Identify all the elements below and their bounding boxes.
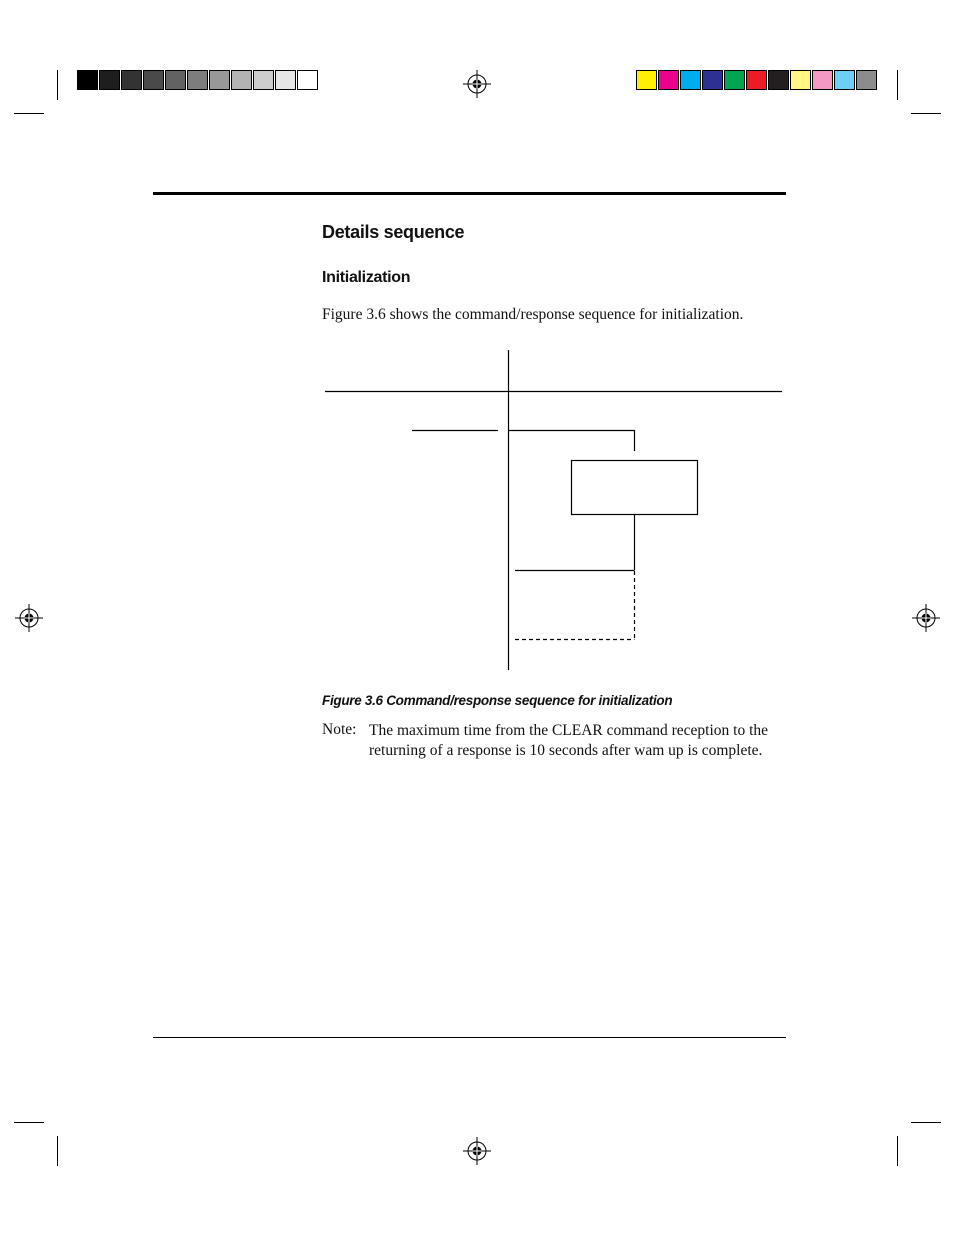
figure-caption: Figure 3.6 Command/response sequence for initialization: [322, 693, 673, 708]
swatch: [143, 70, 164, 90]
swatch: [680, 70, 701, 90]
crop-mark-tr-h: [911, 113, 941, 114]
swatch: [297, 70, 318, 90]
sequence-diagram: [320, 345, 786, 675]
swatch: [724, 70, 745, 90]
registration-mark-icon: [15, 604, 43, 632]
swatch: [834, 70, 855, 90]
crop-mark-tr-v: [897, 70, 898, 100]
swatch: [231, 70, 252, 90]
swatch: [209, 70, 230, 90]
note-text: The maximum time from the CLEAR command reception to the returning of a response is 10 seconds after wam up is complete.: [369, 722, 769, 759]
registration-mark-icon: [463, 1137, 491, 1165]
swatch: [790, 70, 811, 90]
crop-mark-br-h: [911, 1122, 941, 1123]
crop-mark-bl-v: [57, 1136, 58, 1166]
swatch: [77, 70, 98, 90]
swatch: [253, 70, 274, 90]
subsection-heading: Initialization: [322, 269, 411, 286]
swatch: [658, 70, 679, 90]
swatch: [187, 70, 208, 90]
note-label: Note:: [322, 721, 357, 738]
swatch: [856, 70, 877, 90]
crop-mark-tl-v: [57, 70, 58, 100]
swatch: [746, 70, 767, 90]
crop-mark-bl-h: [14, 1122, 44, 1123]
registration-mark-icon: [463, 70, 491, 98]
diagram-process-box: [572, 461, 698, 515]
swatch: [275, 70, 296, 90]
crop-mark-tl-h: [14, 113, 44, 114]
swatch: [812, 70, 833, 90]
swatch: [768, 70, 789, 90]
header-rule: [153, 192, 786, 195]
swatch: [99, 70, 120, 90]
swatch: [165, 70, 186, 90]
registration-mark-icon: [912, 604, 940, 632]
crop-mark-br-v: [897, 1136, 898, 1166]
footer-rule: [153, 1037, 786, 1038]
section-heading: Details sequence: [322, 222, 465, 242]
swatch: [121, 70, 142, 90]
swatch: [702, 70, 723, 90]
intro-paragraph: Figure 3.6 shows the command/response sequence for initialization.: [322, 306, 744, 323]
swatch: [636, 70, 657, 90]
